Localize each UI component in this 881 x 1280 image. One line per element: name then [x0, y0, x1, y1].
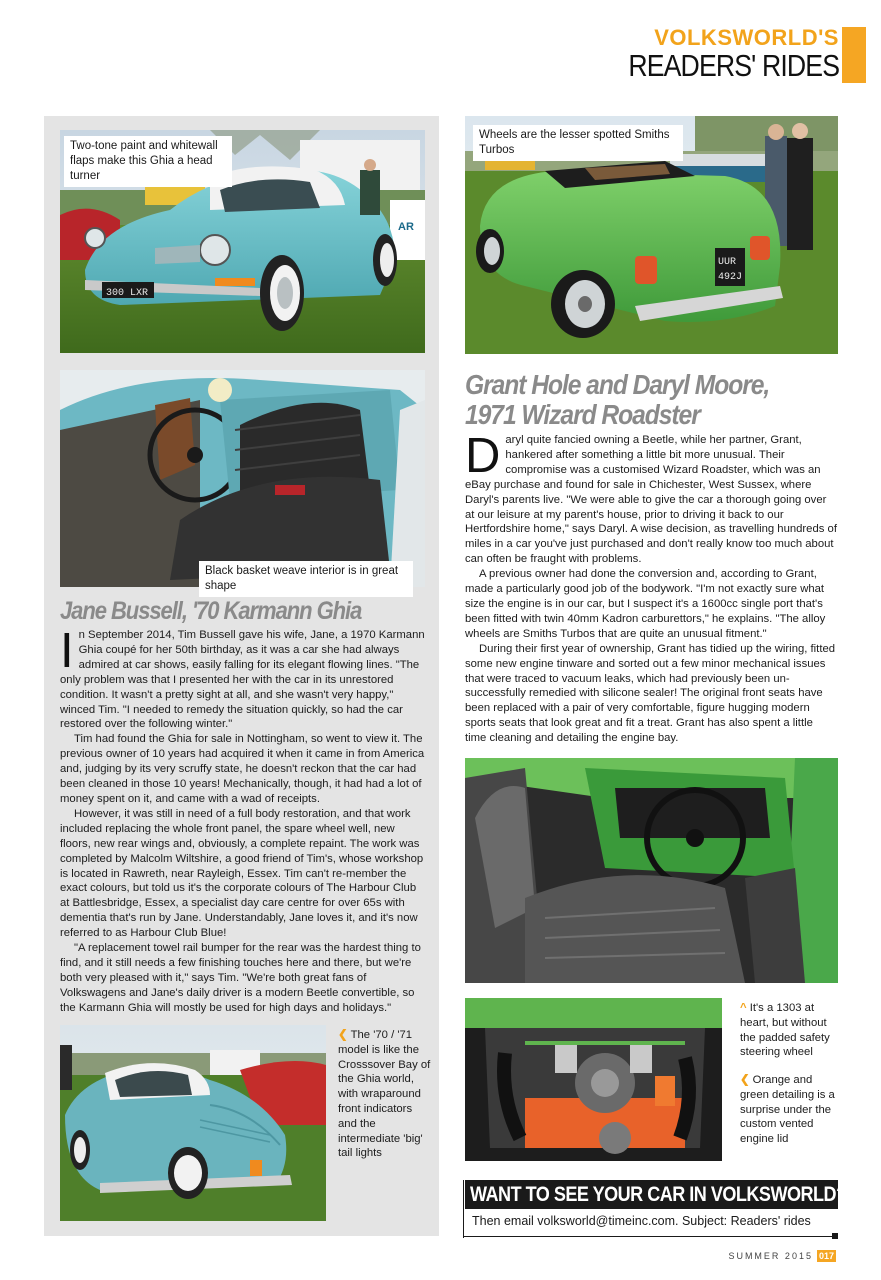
- article-left-paragraph-3: However, it was still in need of a full body restoration, and that work included replacing the whole front panel, the spare wheel well, new floors, new rear wings and, obviously, a complete repaint. The work was completed by Malcolm Wiltshire, a good friend of Tim's, whose workshop is located in Rawreth, near Rayleigh, Essex. Tim can't re-member the exact colours, but told us it's the corporate colours of The Harbour Club at Battlesbridge, Essex, a specialist day care centre for over 65s with dementia that's run by Jane. Understandably, Jane loves it, and it's now referred to as Harbour Club Blue!: [60, 807, 424, 940]
- caption-beetle-engine: [740, 1073, 838, 1147]
- chevron-up-icon: ^: [740, 1002, 750, 1014]
- cta-email-text: Then email volksworld@timeinc.com. Subject: Readers' rides: [472, 1214, 811, 1228]
- folio: [728, 1250, 836, 1262]
- caption-beetle-dash: [740, 1001, 838, 1060]
- article-left-title: Jane Bussell, '70 Karmann Ghia: [60, 597, 362, 625]
- article-left-dropcap: I: [60, 624, 74, 678]
- cta-rule-horizontal: [463, 1236, 835, 1237]
- article-right-paragraph-1: aryl quite fancied owning a Beetle, while her partner, Grant, hankered after something a little bit more unusual. Their compromise was a customised Wizard Roadster, which was an eBay purchase and found for sale in Chichester, West Sussex, where Daryl's parents live. "We were able to give the car a thorough going over at our leisure at my parent's house, prior to driving it back to our Hertfordshire home," says Daryl. A wise decision, as travelling hundreds of miles in a car you've just purchased and don't really know too much about can often be fraught with problems.: [465, 434, 837, 566]
- folio-issue: SUMMER 2015: [728, 1251, 813, 1261]
- cta-rule-vertical: [463, 1180, 464, 1238]
- chevron-left-icon: ❮: [740, 1074, 753, 1086]
- article-right-title: [465, 370, 769, 430]
- caption-beetle-dash-text: It's a 1303 at heart, but without the padded safety steering wheel: [740, 1002, 830, 1059]
- article-left-paragraph-4: "A replacement towel rail bumper for the rear was the hardest thing to find, and it still needs a few finishing touches here and there, but we're both very pleased with it," says Tim. "We're both great fans of Volkswagens and Jane's daily driver is a modern Beetle convertible, so the Karmann Ghia will mostly be used for high days and holidays.": [60, 942, 421, 1014]
- chevron-left-icon: ❮: [338, 1029, 351, 1041]
- caption-ghia-rear: [338, 1028, 432, 1161]
- article-right-dropcap: D: [465, 429, 501, 483]
- beetle-number-plate-line2: 492J: [718, 272, 743, 283]
- cta-title: WANT TO SEE YOUR CAR IN VOLKSWORLD?: [470, 1183, 847, 1206]
- article-left-paragraph-2: Tim had found the Ghia for sale in Nottingham, so went to view it. The previous owner of 10 years had acquired it when it came in from America and, judging by its very scruffy state, he doesn't reckon that the car had been cleaned in those 10 years! Mechanically, though, it had had a lot of money spent on it, and came with a wad of receipts.: [60, 733, 425, 805]
- photo-beetle-dash: [465, 758, 838, 983]
- caption-beetle-wheels: Wheels are the lesser spotted Smiths Turbos: [473, 125, 683, 161]
- article-right-paragraph-2: A previous owner had done the conversion and, according to Grant, made a particularly good job of the bodywork. "I'm not exactly sure what size the engine is in our car, but I suspect it's a 1600cc single port that's been fitted with twin 40mm Kadron carburettors," he explains. "The alloy wheels are Smiths Turbos that are quite an unusual fitment.": [465, 568, 826, 640]
- svg-text:AR: AR: [398, 221, 414, 233]
- masthead-accent-bar: [842, 27, 866, 83]
- photo-beetle-engine: [465, 998, 722, 1161]
- caption-ghia-rear-text: The '70 / '71 model is like the Crosssover Bay of the Ghia world, with wraparound front indicators and the intermediate 'big' tail lights: [338, 1029, 431, 1160]
- masthead-title-top: VOLKSWORLD'S: [654, 25, 839, 50]
- cta-end-marker: [832, 1233, 838, 1239]
- masthead: [594, 26, 839, 82]
- article-right-paragraph-3: During their first year of ownership, Grant has tidied up the wiring, fitted some new engine tinware and sorted out a few minor mechanical issues that were traced to vacuum leaks, which had previously been un-successfully remedied with silicone sealer! The original front seats have been replaced with a pair of very comfortable, figure hugging modern sports seats that look great and fit a treat. Grant has also spent a little time cleaning and detailing the engine bay.: [465, 642, 836, 745]
- article-right-body: [465, 429, 837, 746]
- caption-ghia-front: Two-tone paint and whitewall flaps make this Ghia a head turner: [64, 136, 232, 187]
- photo-ghia-interior: [60, 370, 425, 587]
- article-left-paragraph-1: n September 2014, Tim Bussell gave his wife, Jane, a 1970 Karmann Ghia coupé for her 50th birthday, as it was a car she had always admired at car shows, easily falling for its elegant flowing lines. "The only problem was that I presented her with the car in its unrestored condition. It wasn't a pretty sight at all, and she wasn't very happy," winced Tim. "I needed to remedy the situation quickly, so had the car restored over the following winter.": [60, 629, 425, 731]
- masthead-title-bottom: READERS' RIDES: [628, 48, 839, 83]
- caption-beetle-engine-text: Orange and green detailing is a surprise under the custom vented engine lid: [740, 1074, 835, 1146]
- photo-ghia-rear: [60, 1025, 326, 1221]
- caption-ghia-interior: Black basket weave interior is in great shape: [199, 561, 413, 597]
- folio-page-number: 017: [818, 1251, 834, 1261]
- article-right-title-line-2: 1971 Wizard Roadster: [465, 399, 700, 430]
- beetle-number-plate-line1: UUR: [718, 257, 737, 268]
- article-right-title-line-1: Grant Hole and Daryl Moore,: [465, 369, 770, 400]
- article-left-body: [60, 624, 427, 1016]
- ghia-number-plate: 300 LXR: [106, 288, 149, 299]
